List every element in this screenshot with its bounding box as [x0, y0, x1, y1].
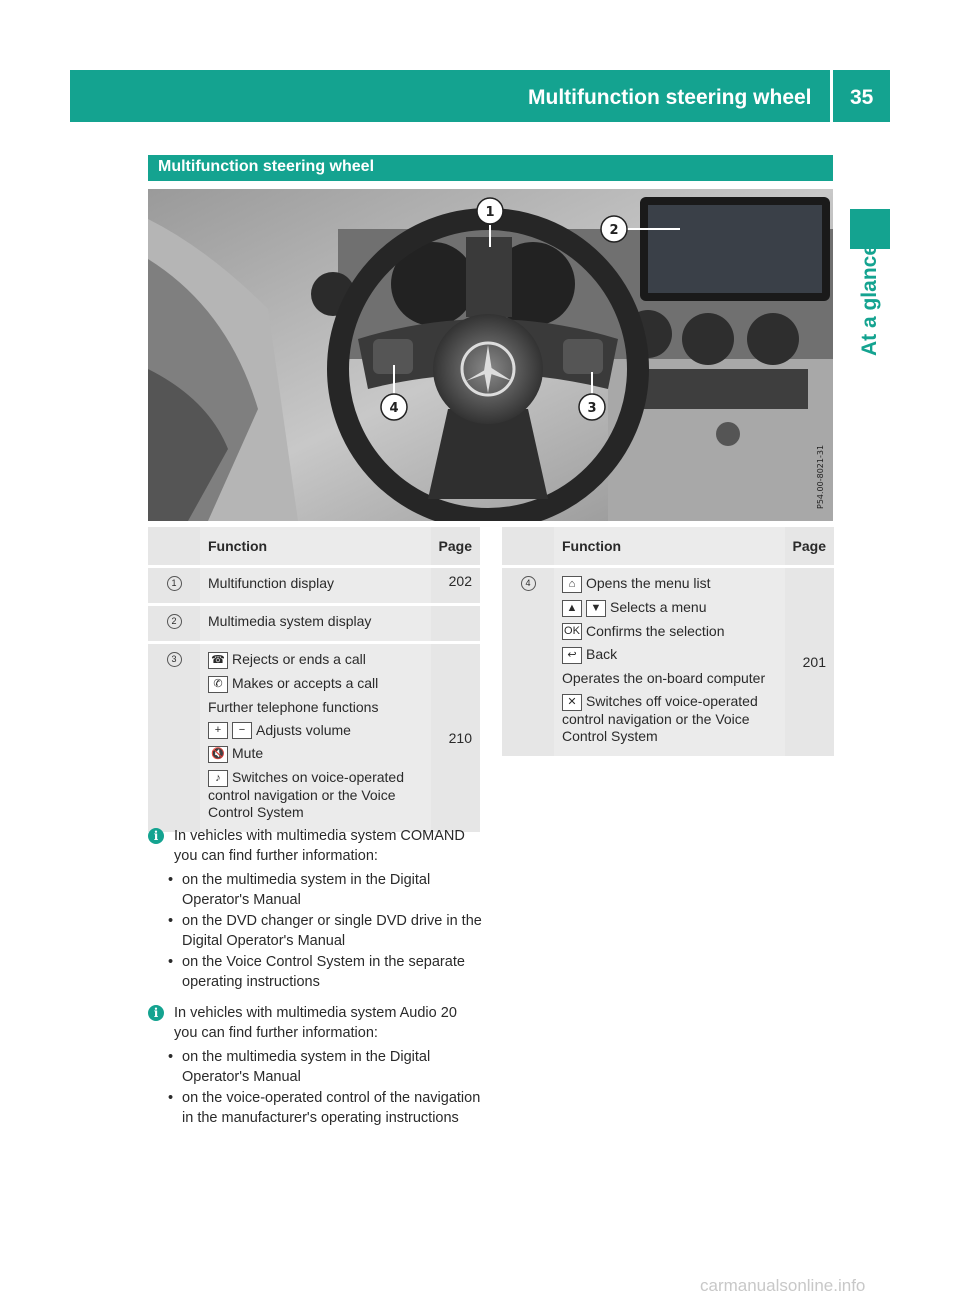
item-number: 1	[167, 576, 182, 591]
info-note	[148, 1003, 483, 1129]
header-separator	[830, 70, 833, 122]
callout-1: 1	[485, 205, 495, 220]
ok-key-icon: OK	[562, 623, 582, 640]
photo-code: P54.00-8021-31	[816, 444, 825, 509]
volume-up-key-icon: +	[208, 722, 228, 739]
function-text: Operates the on-board computer	[562, 670, 766, 687]
item-number: 2	[167, 614, 182, 629]
steering-wheel-photo	[148, 189, 833, 521]
function-table-right	[502, 527, 834, 759]
col-function: Function	[200, 527, 431, 567]
item-number: 3	[167, 652, 182, 667]
page-ref: 210	[431, 643, 480, 834]
page-number: 35	[850, 86, 874, 109]
list-item: • on the voice-operated control of the navigation in the manufacturer's operating instructions	[168, 1088, 483, 1128]
voice-off-key-icon: ✕	[562, 694, 582, 711]
function-text: Makes or accepts a call	[232, 674, 379, 691]
section-title: Multifunction steering wheel	[158, 158, 375, 175]
list-item: • on the DVD changer or single DVD drive in the Digital Operator's Manual	[168, 911, 483, 951]
back-key-icon: ↩	[562, 647, 582, 664]
list-item: • on the Voice Control System in the separate operating instructions	[168, 952, 483, 992]
function-text: Switches on voice-operated control navigation or the Voice Control System	[208, 769, 404, 820]
function-text: Multimedia system display	[208, 613, 372, 629]
table-row	[148, 643, 480, 834]
function-text: Switches off voice-operated control navigation or the Voice Control System	[562, 693, 758, 744]
col-page: Page	[785, 527, 834, 567]
col-function: Function	[554, 527, 785, 567]
function-text: Back	[586, 646, 618, 663]
info-note	[148, 826, 483, 993]
down-key-icon: ▼	[586, 600, 606, 617]
function-text: Confirms the selection	[586, 622, 725, 639]
volume-down-key-icon: −	[232, 722, 252, 739]
list-item: • on the multimedia system in the Digital Operator's Manual	[168, 1047, 483, 1087]
footer-watermark: carmanualsonline.info	[700, 1276, 866, 1295]
table-row	[502, 567, 834, 758]
side-label: At a glance	[858, 243, 881, 357]
home-key-icon: ⌂	[562, 576, 582, 593]
voice-on-key-icon: ♪	[208, 770, 228, 787]
page-ref: 201	[785, 567, 834, 758]
col-page: Page	[431, 527, 480, 567]
mute-key-icon: 🔇	[208, 746, 228, 763]
item-number: 4	[521, 576, 536, 591]
page-ref	[431, 605, 480, 643]
reject-call-key-icon: ☎	[208, 652, 228, 669]
table-row	[148, 567, 480, 605]
info-icon: i	[148, 1005, 164, 1021]
function-text: Selects a menu	[610, 598, 707, 615]
function-table-left	[148, 527, 480, 835]
function-text: Mute	[232, 745, 264, 762]
note-intro: In vehicles with multimedia system Audio 20 you can find further information:	[174, 1005, 457, 1041]
page-ref: 202	[431, 567, 480, 605]
accept-call-key-icon: ✆	[208, 676, 228, 693]
up-key-icon: ▲	[562, 600, 582, 617]
note-intro: In vehicles with multimedia system COMAND you can find further information:	[174, 828, 465, 864]
function-text: Opens the menu list	[586, 575, 711, 591]
header-title: Multifunction steering wheel	[528, 86, 812, 109]
callout-3: 3	[587, 401, 597, 416]
callout-4: 4	[389, 401, 399, 416]
list-item: • on the multimedia system in the Digital Operator's Manual	[168, 870, 483, 910]
function-text: Adjusts volume	[256, 721, 351, 738]
function-text: Rejects or ends a call	[232, 651, 366, 667]
callout-2: 2	[609, 223, 619, 238]
function-text: Further telephone functions	[208, 698, 379, 715]
function-text: Multifunction display	[208, 575, 335, 591]
info-icon: i	[148, 828, 164, 844]
table-row	[148, 605, 480, 643]
